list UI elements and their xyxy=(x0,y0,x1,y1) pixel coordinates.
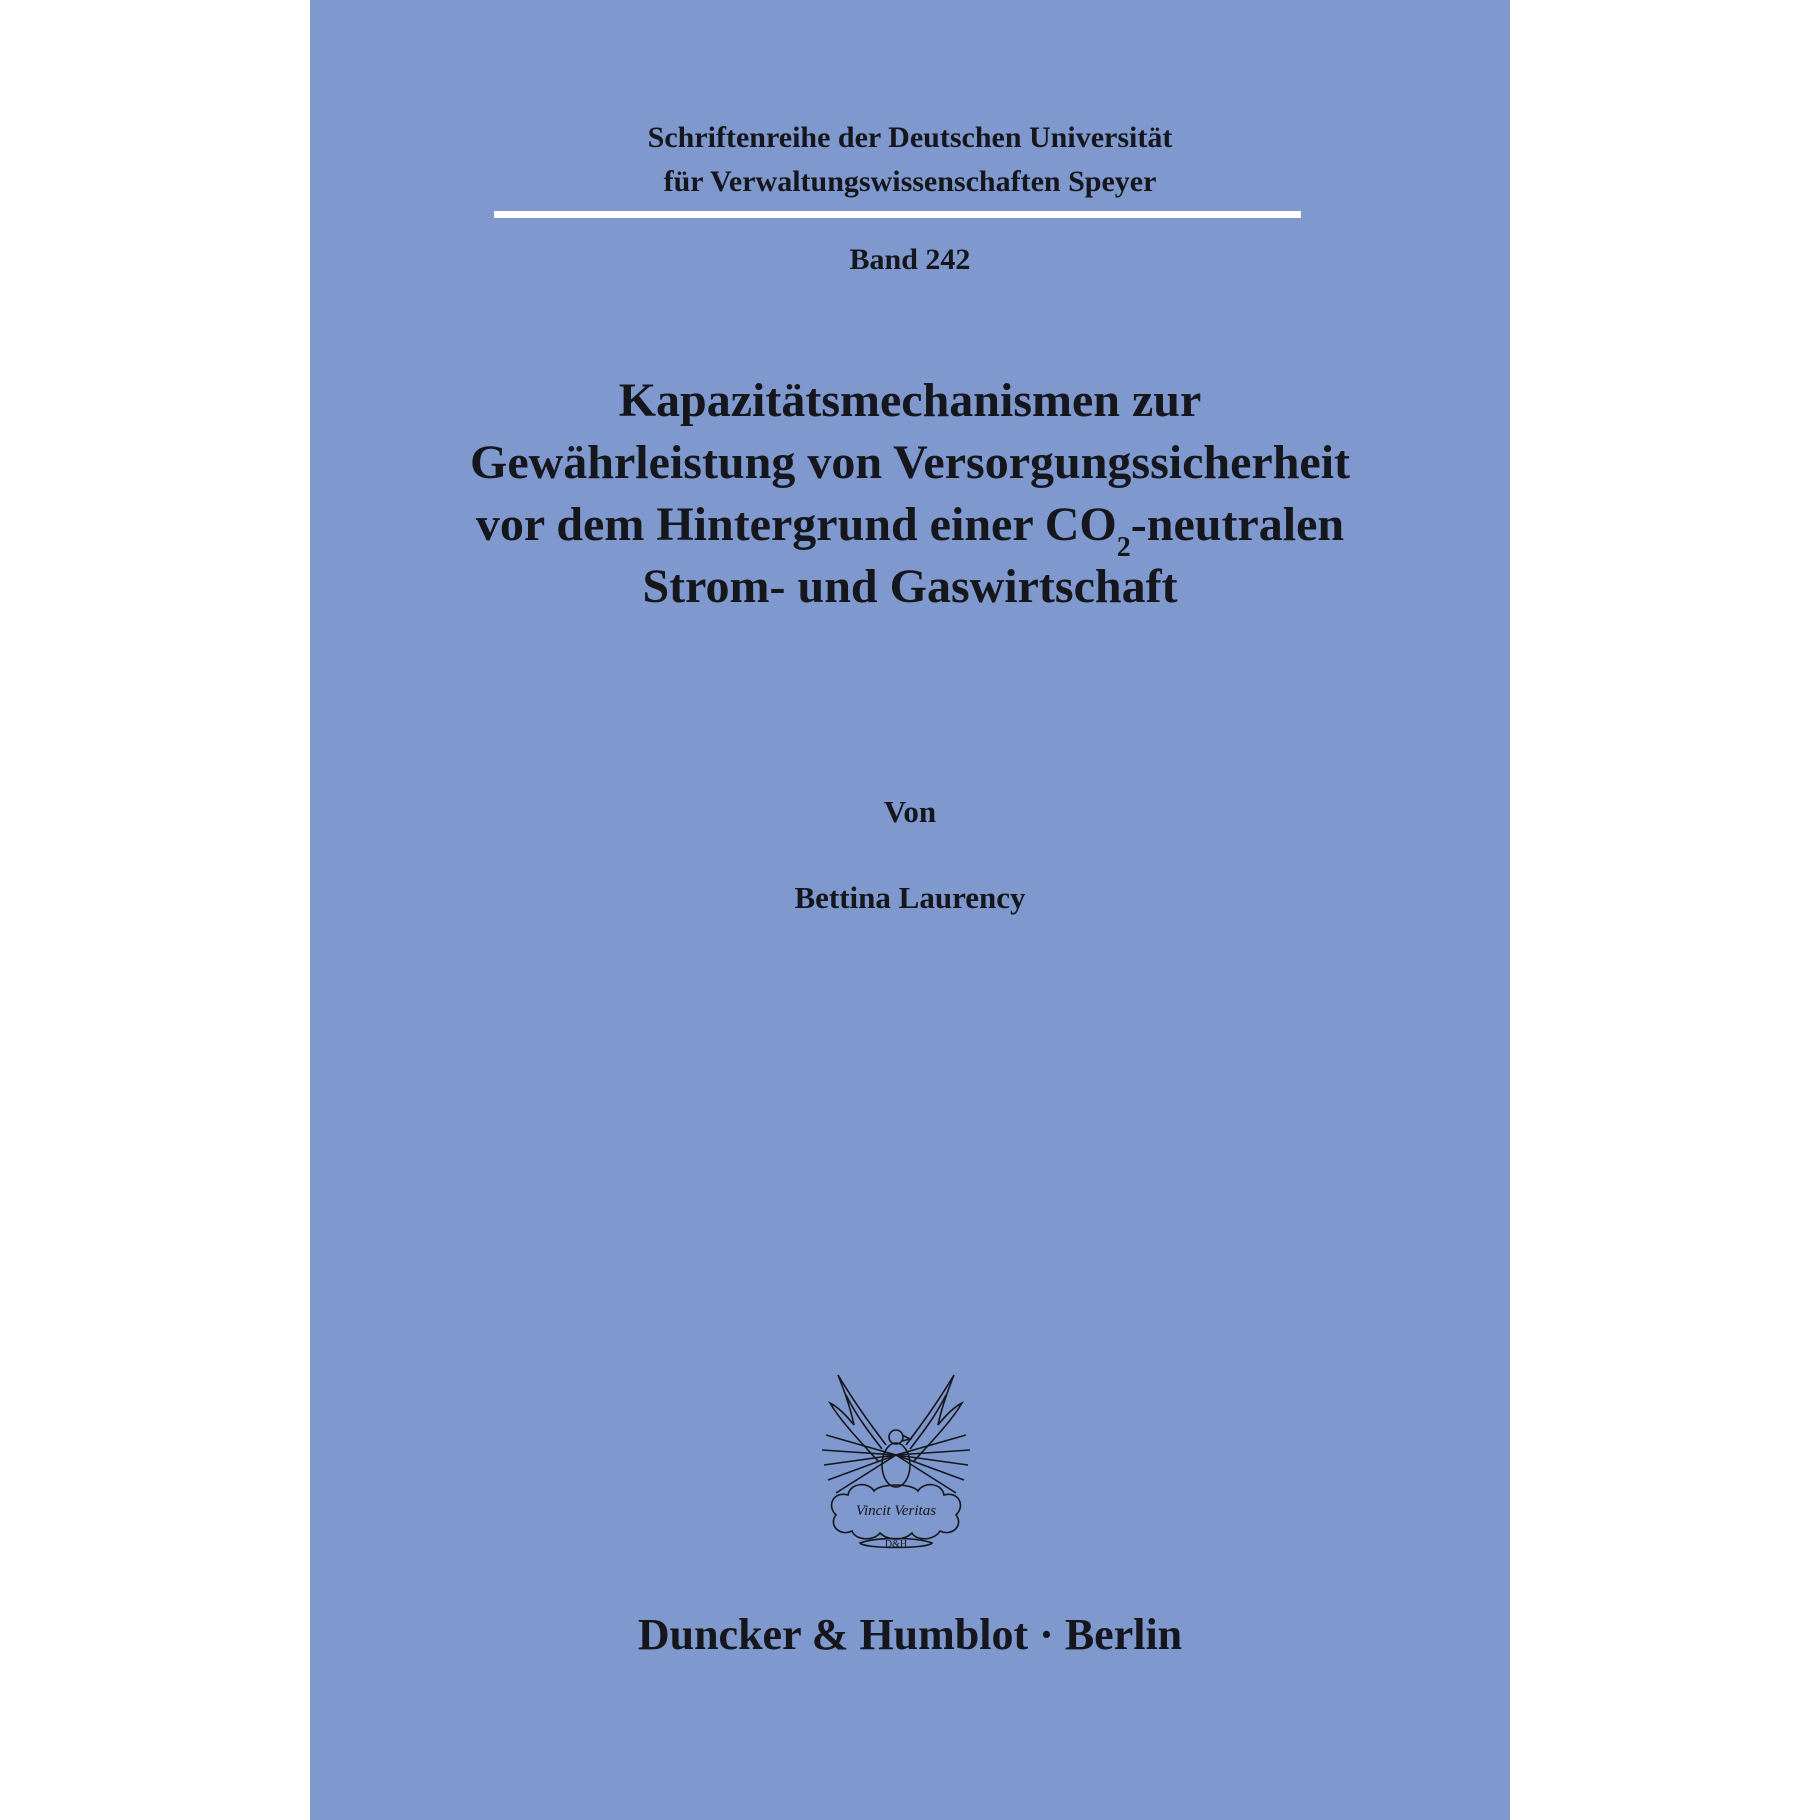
series-title-line-2: für Verwaltungswissenschaften Speyer xyxy=(663,165,1157,198)
divider-rule xyxy=(494,211,1301,218)
series-title-line-1: Schriftenreihe der Deutschen Universität xyxy=(647,121,1173,154)
by-label: Von xyxy=(883,794,937,829)
logo-motto: Vincit Veritas xyxy=(855,1503,937,1519)
book-title-line-2: Gewährleistung von Versorgungssicherheit xyxy=(469,436,1351,489)
volume-number: Band 242 xyxy=(849,243,971,276)
title-line-3-start: vor dem Hintergrund einer CO xyxy=(475,498,1117,551)
author-name: Bettina Laurency xyxy=(794,880,1026,915)
co2-subscript: 2 xyxy=(1116,532,1131,563)
logo-initials: D&H xyxy=(884,1539,908,1550)
book-title-line-1: Kapazitätsmechanismen zur xyxy=(618,374,1202,427)
publisher-imprint: Duncker & Humblot · Berlin xyxy=(637,1610,1183,1659)
book-title-line-4: Strom- und Gaswirtschaft xyxy=(642,560,1178,613)
book-cover xyxy=(310,0,1510,1820)
book-title-line-3 xyxy=(310,494,1510,563)
eagle-sunburst-emblem-icon xyxy=(816,1365,976,1550)
title-line-3-end: -neutralen xyxy=(1130,498,1345,551)
